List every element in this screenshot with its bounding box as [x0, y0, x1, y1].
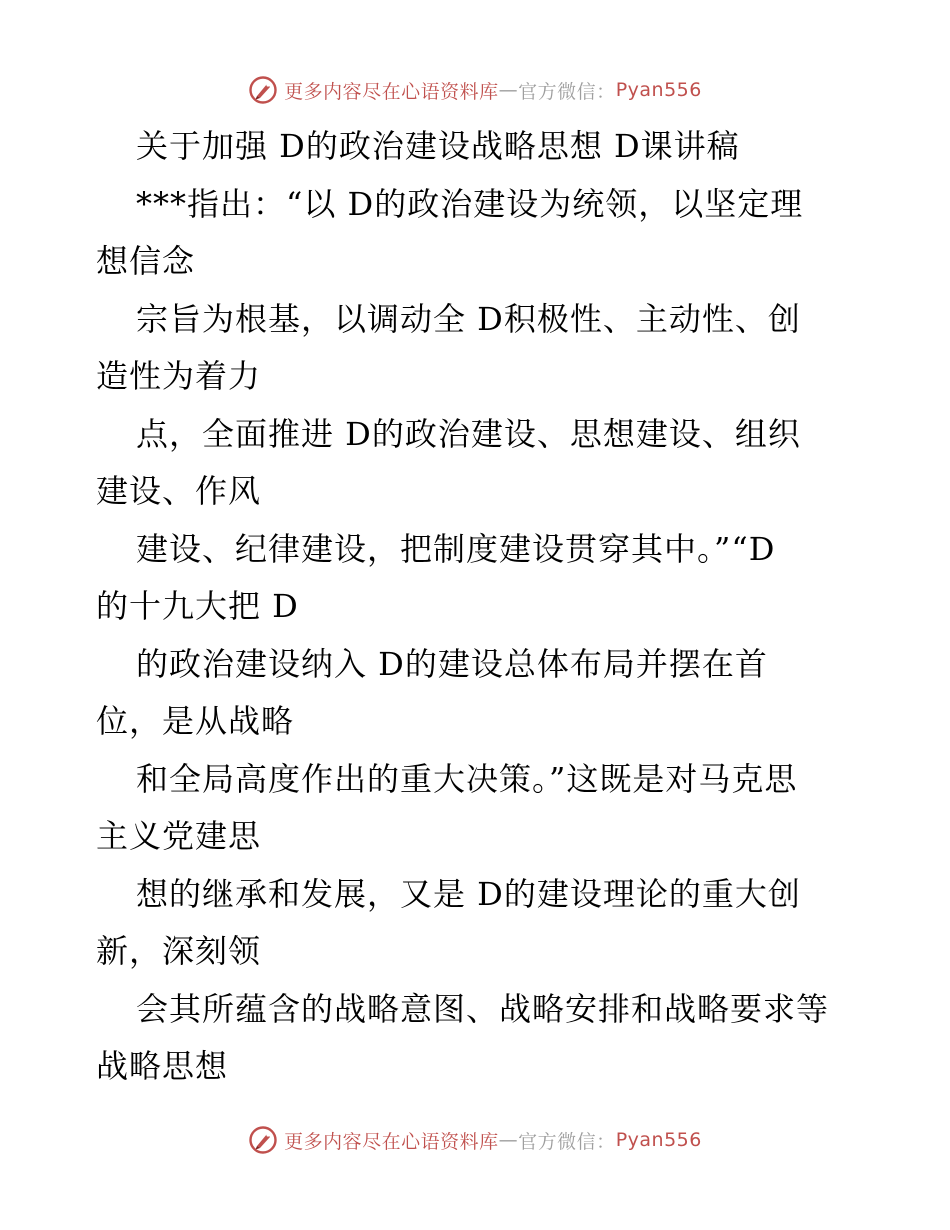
banner-official-label: 官方微信： — [518, 1130, 616, 1153]
footer-banner — [0, 1120, 950, 1160]
paragraph-line: 会其所蕴含的战略意图、战略安排和战略要求等 — [136, 989, 830, 1028]
banner-separator: — — [498, 79, 519, 101]
pen-nib-logo-icon — [248, 75, 278, 105]
paragraph-line: 想信念 — [96, 242, 196, 280]
paragraph-line: 造性为着力 — [96, 357, 262, 395]
paragraph-line: 主义党建思 — [96, 817, 262, 855]
paragraph-line: 点，全面推进 D的政治建设、思想建设、组织 — [136, 414, 801, 453]
paragraph-line: 建设、作风 — [96, 472, 262, 510]
paragraph-line: 的政治建设纳入 D的建设总体布局并摆在首 — [136, 644, 768, 683]
paragraph-line: 战略思想 — [96, 1047, 229, 1085]
document-body — [96, 118, 856, 1096]
paragraph-line: 和全局高度作出的重大决策。”这既是对马克思 — [136, 759, 798, 798]
banner-separator: — — [498, 1129, 519, 1151]
paragraph-line: 建设、纪律建设，把制度建设贯穿其中。”“D — [136, 529, 776, 568]
banner-brand-text: 更多内容尽在心语资料库 — [284, 80, 499, 103]
paragraph-line: ***指出：“以 D的政治建设为统领，以坚定理 — [136, 184, 804, 223]
banner-official-label: 官方微信： — [518, 80, 616, 103]
paragraph-line: 新，深刻领 — [96, 932, 262, 970]
banner-wechat-id: Pyan556 — [615, 79, 702, 101]
pen-nib-logo-icon — [248, 1125, 278, 1155]
banner-brand-text: 更多内容尽在心语资料库 — [284, 1130, 499, 1153]
paragraph-line: 想的继承和发展，又是 D的建设理论的重大创 — [136, 874, 801, 913]
paragraph-line: 位，是从战略 — [96, 702, 295, 740]
document-title: 关于加强 D的政治建设战略思想 D课讲稿 — [136, 127, 740, 165]
header-banner — [0, 70, 950, 110]
paragraph-line: 宗旨为根基，以调动全 D积极性、主动性、创 — [136, 299, 801, 338]
paragraph-line: 的十九大把 D — [96, 587, 299, 625]
banner-wechat-id: Pyan556 — [615, 1129, 702, 1151]
